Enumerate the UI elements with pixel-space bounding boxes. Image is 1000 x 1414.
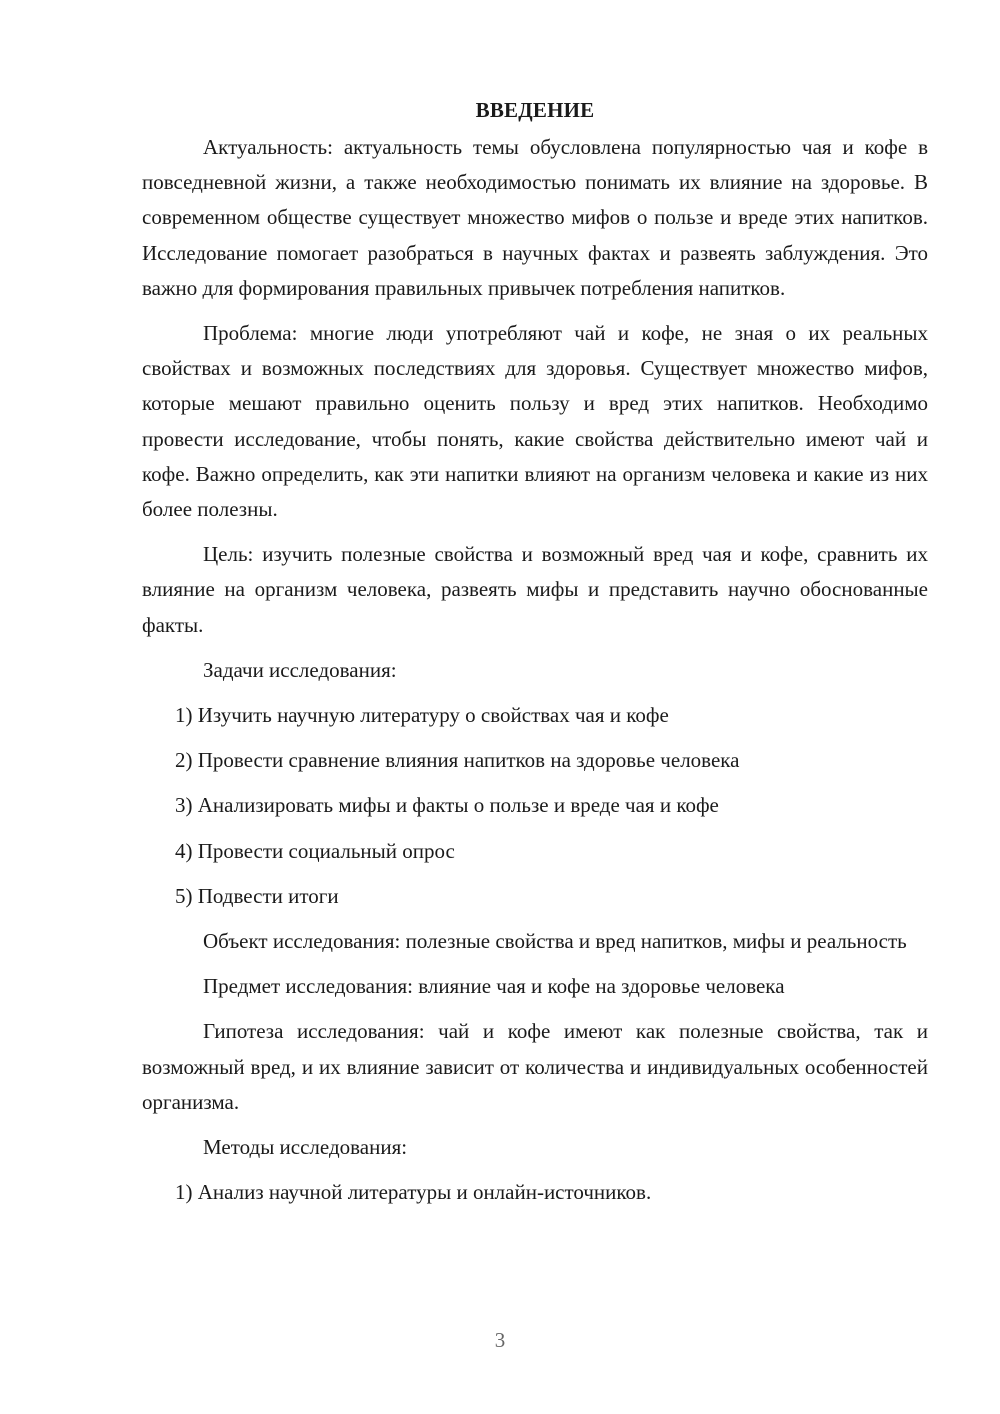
hypothesis-paragraph: Гипотеза исследования: чай и кофе имеют как полезные свойства, так и возможный вред, и их влияние зависит от количества и индивидуальных особенностей организма. — [142, 1019, 928, 1114]
methods-list — [142, 1175, 928, 1210]
list-item: 5) Подвести итоги — [175, 883, 339, 908]
list-item: 3) Анализировать мифы и факты о пользе и вреде чая и кофе — [175, 793, 719, 818]
list-item: 2) Провести сравнение влияния напитков на здоровье человека — [175, 748, 740, 773]
list-item: 1) Изучить научную литературу о свойствах чая и кофе — [175, 703, 669, 728]
list-item: 1) Анализ научной литературы и онлайн-источников. — [175, 1180, 652, 1205]
tasks-heading: Задачи исследования: — [203, 657, 397, 682]
document-page — [142, 92, 928, 1220]
relevance-paragraph: Актуальность: актуальность темы обусловлена популярностью чая и кофе в повседневной жизни, а также необходимостью понимать их влияние на здоровье. В современном обществе существует множество мифов о пользе и вреде этих напитков. Исследование помогает разобраться в научных фактах и развеять заблуждения. Это важно для формирования правильных привычек потребления напитков. — [142, 135, 928, 300]
methods-heading: Методы исследования: — [203, 1135, 408, 1160]
subject-paragraph: Предмет исследования: влияние чая и кофе на здоровье человека — [203, 974, 785, 999]
list-item: 4) Провести социальный опрос — [175, 838, 455, 863]
problem-paragraph: Проблема: многие люди употребляют чай и кофе, не зная о их реальных свойствах и возможных последствиях для здоровья. Существует множество мифов, которые мешают правильно оценить пользу и вред этих напитков. Необходимо провести исследование, чтобы понять, какие свойства действительно имеют чай и кофе. Важно определить, как эти напитки влияют на организм человека и какие из них более полезны. — [142, 321, 928, 522]
goal-paragraph: Цель: изучить полезные свойства и возможный вред чая и кофе, сравнить их влияние на организм человека, развеять мифы и представить научно обоснованные факты. — [142, 542, 928, 637]
tasks-list — [142, 698, 928, 914]
object-paragraph: Объект исследования: полезные свойства и вред напитков, мифы и реальность — [203, 929, 907, 954]
section-heading: ВВЕДЕНИЕ — [475, 98, 595, 122]
page-number: 3 — [494, 1328, 506, 1352]
